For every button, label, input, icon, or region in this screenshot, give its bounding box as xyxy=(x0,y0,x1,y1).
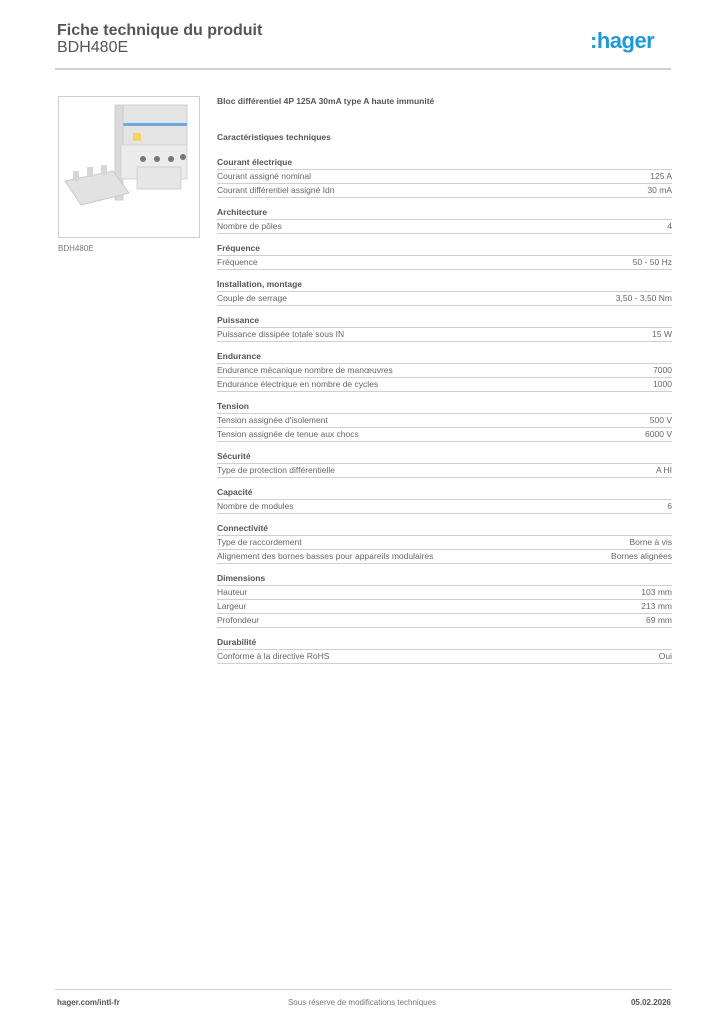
spec-row xyxy=(217,614,672,628)
spec-sections xyxy=(217,157,672,664)
spec-value: 50 - 50 Hz xyxy=(632,257,672,267)
spec-label: Endurance mécanique nombre de manœuvres xyxy=(217,365,393,375)
spec-value: 103 mm xyxy=(641,587,672,597)
section-title: Puissance xyxy=(217,315,672,328)
section-title: Courant électrique xyxy=(217,157,672,170)
spec-section xyxy=(217,451,672,478)
section-title: Durabilité xyxy=(217,637,672,650)
spec-label: Fréquence xyxy=(217,257,258,267)
spec-row xyxy=(217,536,672,550)
spec-label: Courant différentiel assigné Idn xyxy=(217,185,335,195)
spec-label: Couple de serrage xyxy=(217,293,287,303)
spec-value: 30 mA xyxy=(647,185,672,195)
spec-value: 6 xyxy=(667,501,672,511)
spec-label: Nombre de modules xyxy=(217,501,294,511)
section-title: Endurance xyxy=(217,351,672,364)
spec-value: 7000 xyxy=(653,365,672,375)
spec-section xyxy=(217,157,672,198)
spec-row xyxy=(217,328,672,342)
spec-section xyxy=(217,207,672,234)
spec-label: Profondeur xyxy=(217,615,260,625)
section-title: Capacité xyxy=(217,487,672,500)
spec-row xyxy=(217,170,672,184)
spec-row xyxy=(217,428,672,442)
spec-value: 500 V xyxy=(649,415,672,425)
spec-section xyxy=(217,315,672,342)
spec-row xyxy=(217,550,672,564)
spec-value: Borne à vis xyxy=(629,537,672,547)
spec-row xyxy=(217,292,672,306)
spec-value: 69 mm xyxy=(646,615,672,625)
product-illustration-icon xyxy=(59,97,199,237)
spec-value: 4 xyxy=(667,221,672,231)
spec-row xyxy=(217,650,672,664)
spec-section xyxy=(217,279,672,306)
product-reference: BDH480E xyxy=(57,39,129,56)
spec-label: Puissance dissipée totale sous IN xyxy=(217,329,345,339)
spec-value: 3,50 - 3,50 Nm xyxy=(615,293,672,303)
spec-label: Nombre de pôles xyxy=(217,221,282,231)
section-title: Fréquence xyxy=(217,243,672,256)
spec-row xyxy=(217,600,672,614)
spec-label: Type de raccordement xyxy=(217,537,302,547)
spec-row xyxy=(217,414,672,428)
spec-section xyxy=(217,523,672,564)
spec-value: 1000 xyxy=(653,379,672,389)
spec-section xyxy=(217,573,672,628)
spec-content xyxy=(217,96,672,673)
spec-value: 125 A xyxy=(650,171,672,181)
spec-section xyxy=(217,487,672,514)
section-title: Sécurité xyxy=(217,451,672,464)
spec-label: Courant assigné nominal xyxy=(217,171,312,181)
spec-row xyxy=(217,256,672,270)
section-title: Connectivité xyxy=(217,523,672,536)
footer-divider xyxy=(55,989,671,990)
section-title: Dimensions xyxy=(217,573,672,586)
product-image xyxy=(58,96,200,238)
spec-row xyxy=(217,500,672,514)
spec-label: Tension assignée de tenue aux chocs xyxy=(217,429,359,439)
spec-row xyxy=(217,364,672,378)
spec-value: 6000 V xyxy=(645,429,672,439)
spec-value: A HI xyxy=(655,465,672,475)
spec-label: Conforme à la directive RoHS xyxy=(217,651,330,661)
spec-section xyxy=(217,243,672,270)
spec-row xyxy=(217,586,672,600)
hager-logo: :hager xyxy=(590,28,655,53)
spec-label: Tension assignée d'isolement xyxy=(217,415,328,425)
footer-notice: Sous réserve de modifications techniques xyxy=(287,998,437,1007)
spec-section xyxy=(217,637,672,664)
tech-characteristics-title: Caractéristiques techniques xyxy=(217,132,331,142)
spec-label: Alignement des bornes basses pour appareils modulaires xyxy=(217,551,434,561)
spec-value: Oui xyxy=(658,651,672,661)
footer-date: 05.02.2026 xyxy=(630,998,671,1007)
spec-label: Endurance électrique en nombre de cycles xyxy=(217,379,379,389)
product-description: Bloc différentiel 4P 125A 30mA type A haute immunité xyxy=(217,96,435,106)
spec-section xyxy=(217,351,672,392)
section-title: Installation, montage xyxy=(217,279,672,292)
footer-website-link[interactable]: hager.com/intl-fr xyxy=(57,998,120,1007)
spec-value: 15 W xyxy=(652,329,672,339)
spec-value: 213 mm xyxy=(641,601,672,611)
spec-value: Bornes alignées xyxy=(611,551,672,561)
spec-section xyxy=(217,401,672,442)
section-title: Architecture xyxy=(217,207,672,220)
spec-row xyxy=(217,464,672,478)
spec-row xyxy=(217,220,672,234)
spec-label: Largeur xyxy=(217,601,247,611)
page-title: Fiche technique du produit xyxy=(57,22,263,39)
image-caption: BDH480E xyxy=(58,244,94,253)
spec-label: Hauteur xyxy=(217,587,248,597)
spec-row xyxy=(217,378,672,392)
spec-label: Type de protection différentielle xyxy=(217,465,335,475)
section-title: Tension xyxy=(217,401,672,414)
spec-row xyxy=(217,184,672,198)
header-divider xyxy=(55,68,671,70)
